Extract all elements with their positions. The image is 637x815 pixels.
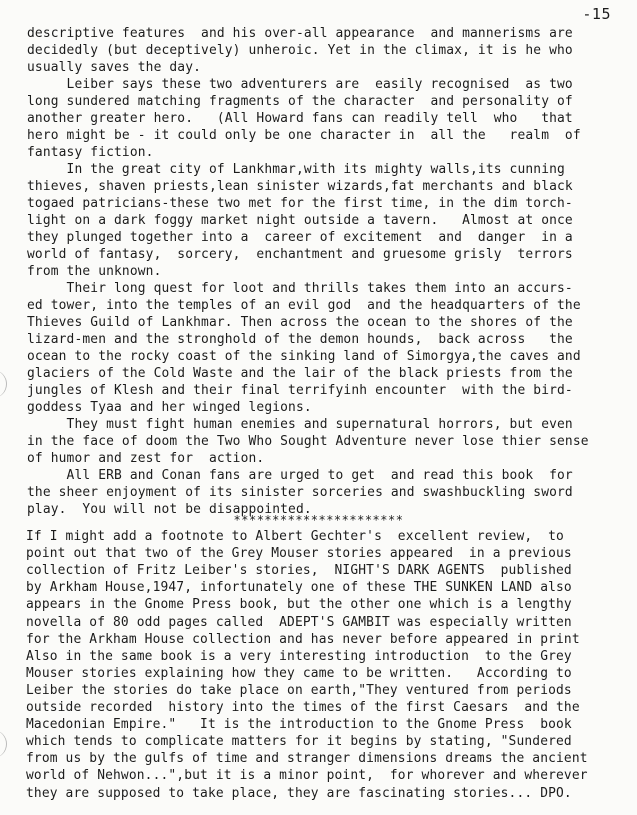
text-line: world of Nehwon...",but it is a minor point, for whorever and wherever — [26, 768, 588, 784]
text-line: They must fight human enemies and supernatural horrors, but even — [27, 417, 573, 432]
text-line: of humor and zest for action. — [27, 451, 265, 466]
page-number: -15 — [582, 5, 611, 23]
text-line: another greater hero. (All Howard fans can readily tell who that — [27, 111, 573, 126]
text-line: Mouser stories explaining how they came to be written. According to — [26, 665, 572, 681]
text-line: in the face of doom the Two Who Sought Adventure never lose thier sense — [27, 434, 589, 449]
text-line: fantasy fiction. — [27, 145, 154, 160]
text-line: decidedly (but deceptively) unheroic. Yet in the climax, it is he who — [27, 43, 573, 58]
text-line: world of fantasy, sorcery, enchantment and gruesome grisly terrors — [27, 247, 573, 262]
text-line: Leiber says these two adventurers are easily recognised as two — [27, 77, 573, 92]
text-line: they plunged together into a career of excitement and danger in a — [27, 230, 573, 245]
punch-hole-mark — [0, 730, 7, 758]
text-line: All ERB and Conan fans are urged to get and read this book for — [27, 468, 573, 483]
text-line: In the great city of Lankhmar,with its mighty walls,its cunning — [27, 162, 565, 177]
text-line: ed tower, into the temples of an evil god and the headquarters of the — [27, 298, 581, 313]
text-line: lizard-men and the stronghold of the demon hounds, back across the — [27, 332, 573, 347]
text-line: ocean to the rocky coast of the sinking land of Simorgya,the caves and — [27, 349, 581, 364]
text-line: Also in the same book is a very interesting introduction to the Grey — [26, 648, 572, 664]
text-line: appears in the Gnome Press book, but the other one which is a lengthy — [26, 597, 572, 613]
text-line: by Arkham House,1947, infortunately one of these THE SUNKEN LAND also — [26, 580, 572, 596]
text-line: from us by the gulfs of time and stranger dimensions dreams the ancient — [26, 751, 588, 767]
text-line: for the Arkham House collection and has never before appeared in print — [26, 631, 580, 647]
text-line: Thieves Guild of Lankhmar. Then across the ocean to the shores of the — [27, 315, 573, 330]
text-line: glaciers of the Cold Waste and the lair of the black priests from the — [27, 366, 573, 381]
text-line: collection of Fritz Leiber's stories, NIGHT'S DARK AGENTS published — [26, 563, 572, 579]
text-line: goddess Tyaa and her winged legions. — [27, 400, 312, 415]
text-line: from the unknown. — [27, 264, 162, 279]
section-divider: ********************** — [233, 513, 404, 527]
text-line: the sheer enjoyment of its sinister sorceries and swashbuckling sword — [27, 485, 573, 500]
text-line: usually saves the day. — [27, 60, 202, 75]
text-line: light on a dark foggy market night outside a tavern. Almost at once — [27, 213, 573, 228]
punch-hole-mark — [0, 370, 7, 398]
text-line: play. You will not be disappointed. — [27, 502, 312, 517]
text-line: point out that two of the Grey Mouser stories appeared in a previous — [26, 546, 572, 562]
text-line: outside recorded history into the times of the first Caesars and the — [26, 700, 580, 715]
text-line: Macedonian Empire." It is the introduction to the Gnome Press book — [26, 717, 572, 733]
text-line: togaed patricians-these two met for the first time, in the dim torch- — [27, 196, 573, 211]
text-line: they are supposed to take place, they are fascinating stories... DPO. — [26, 785, 572, 801]
text-line: jungles of Klesh and their final terrifyinh encounter with the bird- — [27, 383, 573, 398]
text-line: Leiber the stories do take place on earth,"They ventured from periods — [26, 682, 572, 698]
text-line: thieves, shaven priests,lean sinister wizards,fat merchants and black — [27, 179, 573, 194]
text-line: Their long quest for loot and thrills takes them into an accurs- — [27, 281, 573, 296]
text-line: which tends to complicate matters for it begins by stating, "Sundered — [26, 734, 572, 750]
text-line: If I might add a footnote to Albert Gechter's excellent review, to — [26, 529, 564, 544]
text-line: hero might be - it could only be one character in all the realm of — [27, 128, 581, 143]
text-line: descriptive features and his over-all appearance and mannerisms are — [27, 26, 573, 41]
text-line: long sundered matching fragments of the character and personality of — [27, 94, 573, 109]
text-line: novella of 80 odd pages called ADEPT'S GAMBIT was especially written — [26, 614, 572, 630]
